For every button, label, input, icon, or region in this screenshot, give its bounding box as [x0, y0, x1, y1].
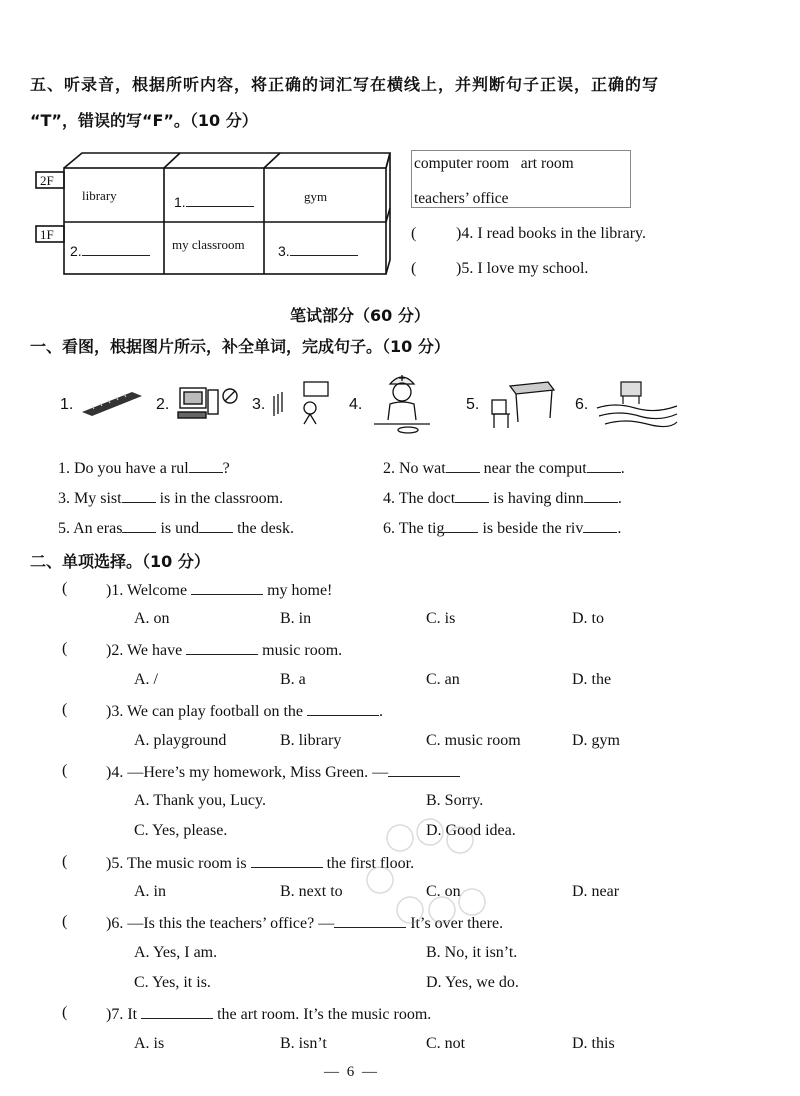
written-part-title: 笔试部分（60 分） — [290, 306, 430, 325]
computer-icon — [176, 384, 240, 422]
q3-option-b[interactable]: B. library — [280, 732, 342, 749]
q6-option-d[interactable]: D. Yes, we do. — [426, 974, 519, 991]
mc-question-5: )5. The music room is the first floor. — [106, 855, 415, 872]
q6-option-a[interactable]: A. Yes, I am. — [134, 944, 218, 961]
fill-sentence-1: 1. Do you have a rul ? — [58, 460, 230, 477]
q1-option-c[interactable]: C. is — [426, 610, 456, 627]
q4-option-d[interactable]: D. Good idea. — [426, 822, 516, 839]
q7-option-d[interactable]: D. this — [572, 1035, 615, 1052]
answer-paren-q3[interactable]: ( — [62, 701, 68, 718]
doctor-eating-icon — [370, 368, 432, 438]
mc-question-3: )3. We can play football on the . — [106, 703, 384, 720]
q5-option-c[interactable]: C. on — [426, 883, 461, 900]
blank-6b[interactable] — [583, 518, 617, 533]
watermark-stamp — [360, 818, 490, 928]
desk-and-chair-icon — [490, 378, 556, 430]
s5-question-4: )4. I read books in the library. — [456, 225, 647, 242]
girl-in-classroom-icon — [270, 378, 332, 428]
answer-paren-q6[interactable]: ( — [62, 913, 68, 930]
q3-option-c[interactable]: C. music room — [426, 732, 521, 749]
mc-question-4: )4. —Here’s my homework, Miss Green. — — [106, 762, 460, 782]
blank-2a[interactable] — [446, 458, 480, 473]
blank-4b[interactable] — [584, 488, 618, 503]
answer-paren-q7[interactable]: ( — [62, 1004, 68, 1021]
room-gym: gym — [304, 189, 328, 204]
blank-5a[interactable] — [122, 518, 156, 533]
room-my-classroom: my classroom — [172, 237, 245, 252]
pic-num-5: 5. — [466, 396, 480, 413]
section5-title-line1: 五、听录音，根据所听内容，将正确的词汇写在横线上，并判断句子正误，正确的写 — [30, 75, 660, 94]
q4-option-a[interactable]: A. Thank you, Lucy. — [134, 792, 266, 809]
q5-option-d[interactable]: D. near — [572, 883, 620, 900]
q6-option-b[interactable]: B. No, it isn’t. — [426, 944, 518, 961]
floor-2f-label: 2F — [40, 173, 54, 188]
answer-paren-q5[interactable]: ( — [62, 853, 68, 870]
fill-sentence-2: 2. No wat near the comput . — [383, 460, 625, 477]
answer-paren-q2[interactable]: ( — [62, 640, 68, 657]
q2-option-b[interactable]: B. a — [280, 671, 306, 688]
answer-paren-s5-q4[interactable]: ( — [411, 225, 417, 242]
floor-1f-label: 1F — [40, 227, 54, 242]
word-bank-line1: computer room art room — [414, 155, 574, 172]
blank-1[interactable] — [189, 458, 223, 473]
mc-question-2: )2. We have music room. — [106, 642, 343, 659]
mc-question-1: )1. Welcome my home! — [106, 582, 333, 599]
fill-sentence-6: 6. The tig is beside the riv . — [383, 520, 622, 537]
q2-option-c[interactable]: C. an — [426, 671, 460, 688]
pic-num-3: 3. — [252, 396, 266, 413]
q4-option-c[interactable]: C. Yes, please. — [134, 822, 228, 839]
school-building-diagram — [34, 150, 394, 280]
pic-num-4: 4. — [349, 396, 363, 413]
mc-question-7: )7. It the art room. It’s the music room. — [106, 1006, 432, 1023]
q7-option-c[interactable]: C. not — [426, 1035, 466, 1052]
q2-option-a[interactable]: A. / — [134, 671, 158, 688]
answer-paren-q4[interactable]: ( — [62, 762, 68, 779]
page-number: — 6 — — [324, 1064, 379, 1080]
tiger-by-river-icon — [595, 376, 679, 428]
pic-num-1: 1. — [60, 396, 74, 413]
blank-3[interactable] — [122, 488, 156, 503]
q3-option-d[interactable]: D. gym — [572, 732, 620, 749]
room-blank-2: 2. — [70, 241, 150, 259]
s5-question-5: )5. I love my school. — [456, 260, 589, 277]
q7-option-a[interactable]: A. is — [134, 1035, 165, 1052]
q2-option-d[interactable]: D. the — [572, 671, 612, 688]
fill-sentence-3: 3. My sist is in the classroom. — [58, 490, 284, 507]
q7-option-b[interactable]: B. isn’t — [280, 1035, 327, 1052]
mc-question-6: )6. —Is this the teachers’ office? — It’s over there. — [106, 915, 504, 932]
q4-option-b[interactable]: B. Sorry. — [426, 792, 484, 809]
q1-option-b[interactable]: B. in — [280, 610, 312, 627]
word-bank-line2: teachers’ office — [414, 190, 509, 207]
q1-option-a[interactable]: A. on — [134, 610, 170, 627]
q3-option-a[interactable]: A. playground — [134, 732, 227, 749]
q6-option-c[interactable]: C. Yes, it is. — [134, 974, 211, 991]
pic-num-2: 2. — [156, 396, 170, 413]
answer-paren-q1[interactable]: ( — [62, 580, 68, 597]
section5-title-line2: “T”，错误的写“F”。（10 分） — [30, 111, 258, 130]
blank-6a[interactable] — [444, 518, 478, 533]
pic-num-6: 6. — [575, 396, 589, 413]
ruler-icon — [80, 390, 144, 416]
blank-2b[interactable] — [587, 458, 621, 473]
blank-5b[interactable] — [199, 518, 233, 533]
part1-title: 一、看图，根据图片所示，补全单词，完成句子。（10 分） — [30, 337, 450, 356]
q1-option-d[interactable]: D. to — [572, 610, 604, 627]
fill-sentence-4: 4. The doct is having dinn . — [383, 490, 622, 507]
part2-title: 二、单项选择。（10 分） — [30, 552, 210, 571]
room-blank-3: 3. — [278, 241, 358, 259]
answer-paren-s5-q5[interactable]: ( — [411, 260, 417, 277]
room-blank-1: 1. — [174, 192, 254, 210]
blank-4a[interactable] — [455, 488, 489, 503]
room-library: library — [82, 188, 117, 203]
q5-option-b[interactable]: B. next to — [280, 883, 343, 900]
fill-sentence-5: 5. An eras is und the desk. — [58, 520, 294, 537]
q5-option-a[interactable]: A. in — [134, 883, 166, 900]
